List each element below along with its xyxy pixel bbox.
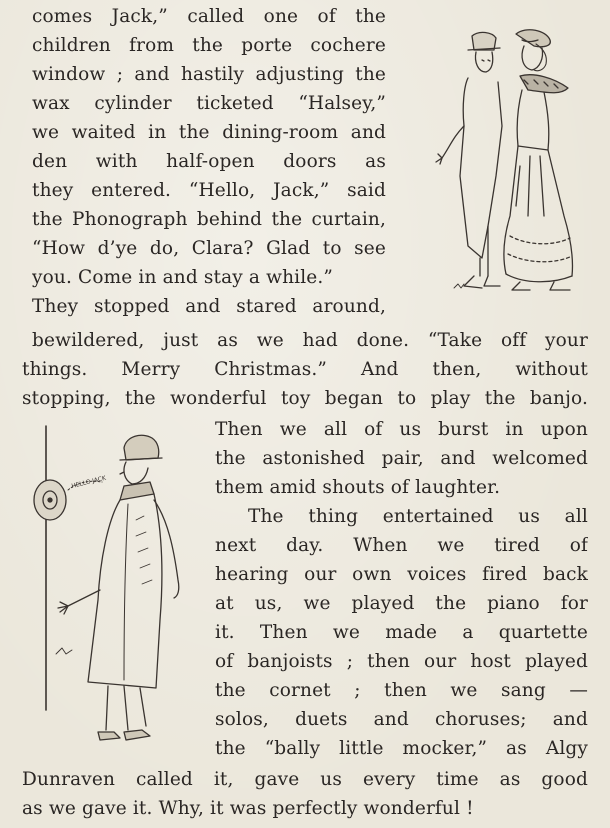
text-line-6: den with half-open doors as (32, 151, 386, 172)
text-line-3: window ; and hastily adjusting the (32, 64, 386, 85)
text-line-14: stopping, the wonderful toy began to play the banjo. (22, 388, 588, 409)
text-line-22: it. Then we made a quartette (215, 622, 588, 643)
text-line-10: you. Come in and stay a while.” (32, 267, 334, 288)
text-line-21: at us, we played the piano for (215, 593, 588, 614)
text-line-18: The thing entertained us all (248, 506, 588, 527)
text-line-20: hearing our own voices fired back (215, 564, 588, 585)
couple-illustration-icon (424, 26, 584, 316)
text-line-16: the astonished pair, and welcomed (215, 448, 588, 469)
text-line-4: wax cylinder ticketed “Halsey,” (32, 93, 386, 114)
text-line-11: They stopped and stared around, (32, 296, 386, 317)
text-line-1: comes Jack,” called one of the (32, 6, 386, 27)
text-line-13: things. Merry Christmas.” And then, without (22, 359, 588, 380)
text-line-17: them amid shouts of laughter. (215, 477, 501, 498)
text-line-19: next day. When we tired of (215, 535, 588, 556)
speech-text: HELLO JACK (70, 474, 107, 490)
text-line-8: the Phonograph behind the curtain, (32, 209, 386, 230)
text-line-2: children from the porte cochere (32, 35, 386, 56)
text-line-15: Then we all of us burst in upon (215, 419, 588, 440)
text-line-9: “How d’ye do, Clara? Glad to see (32, 238, 386, 259)
man-at-phonograph-illustration-icon (28, 420, 204, 760)
text-line-25: solos, duets and choruses; and (215, 709, 588, 730)
text-line-24: the cornet ; then we sang — (215, 680, 588, 701)
text-line-23: of banjoists ; then our host played (215, 651, 588, 672)
text-line-27: Dunraven called it, gave us every time as good (22, 769, 588, 790)
text-line-7: they entered. “Hello, Jack,” said (32, 180, 386, 201)
text-line-26: the “bally little mocker,” as Algy (215, 738, 588, 759)
text-line-5: we waited in the dining-room and (32, 122, 386, 143)
text-line-28: as we gave it. Why, it was perfectly wonderful ! (22, 798, 474, 819)
text-line-12: bewildered, just as we had done. “Take off your (32, 330, 588, 351)
